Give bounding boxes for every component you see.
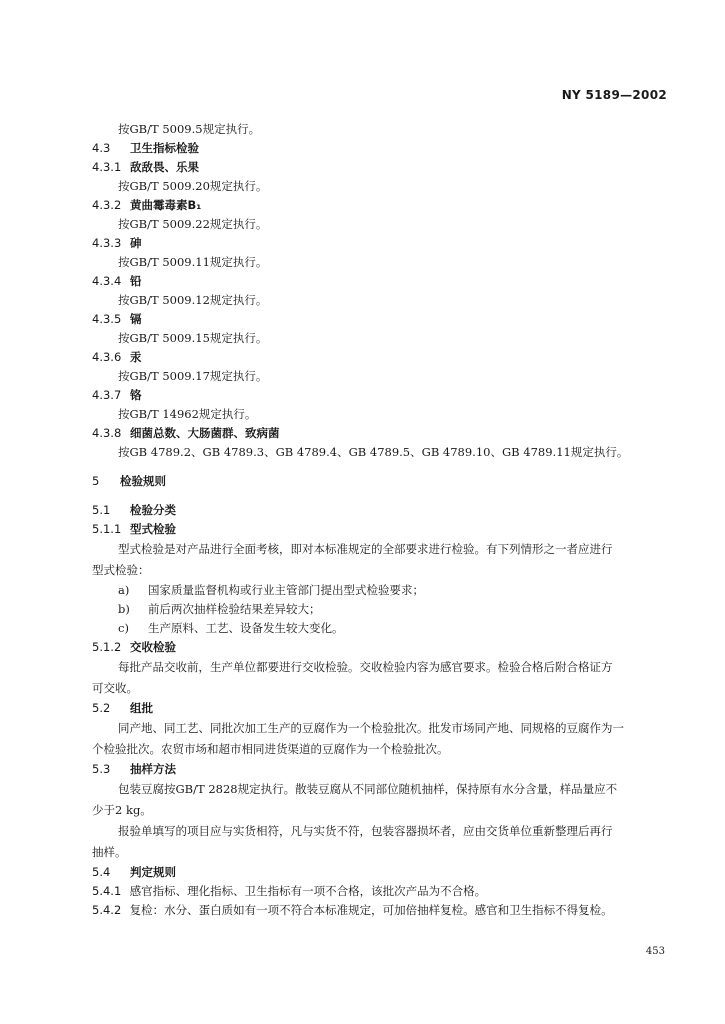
heading-4-3-4 xyxy=(0,272,725,291)
heading-number: 4.3 xyxy=(92,141,111,155)
text-line: 按GB/T 5009.20规定执行。 xyxy=(118,179,268,193)
list-item xyxy=(0,619,725,638)
heading-number: 4.3.5 xyxy=(92,312,122,326)
paragraph: 报验单填写的项目应与实货相符，凡与实货不符，包装容器损坏者，应由交货单位重新整理后再行 xyxy=(118,824,613,838)
heading-5-4 xyxy=(0,863,725,882)
text-line: 按GB/T 5009.12规定执行。 xyxy=(118,293,268,307)
list-marker: a) xyxy=(118,583,130,597)
heading-number: 4.3.3 xyxy=(92,236,122,250)
text-line: 按GB/T 5009.11规定执行。 xyxy=(118,255,268,269)
heading-number: 4.3.4 xyxy=(92,274,122,288)
heading-number: 5.4 xyxy=(92,865,111,879)
text-line: 按GB/T 5009.17规定执行。 xyxy=(118,369,268,383)
heading-number: 4.3.2 xyxy=(92,198,122,212)
heading-4-3-2 xyxy=(0,196,725,215)
paragraph-continuation: 个检验批次。农贸市场和超市相同进货渠道的豆腐作为一个检验批次。 xyxy=(92,742,449,756)
paragraph-continuation: 可交收。 xyxy=(92,681,138,695)
heading-title: 铬 xyxy=(130,388,142,402)
heading-title: 镉 xyxy=(130,312,142,326)
heading-title: 黄曲霉毒素B₁ xyxy=(130,198,202,212)
paragraph: 每批产品交收前，生产单位都要进行交收检验。交收检验内容为感官要求。检验合格后附合格证方 xyxy=(118,660,613,674)
paragraph: 同产地、同工艺、同批次加工生产的豆腐作为一个检验批次。批发市场同产地、同规格的豆腐作为一 xyxy=(118,721,624,735)
text-line: 按GB 4789.2、GB 4789.3、GB 4789.4、GB 4789.5、GB 4789.10、GB 4789.11规定执行。 xyxy=(118,445,629,459)
paragraph: 型式检验是对产品进行全面考核，即对本标准规定的全部要求进行检验。有下列情形之一者应进行 xyxy=(118,542,613,556)
heading-5-2 xyxy=(0,699,725,718)
rule-number: 5.4.2 xyxy=(92,903,122,917)
heading-title: 抽样方法 xyxy=(130,762,177,776)
heading-title: 卫生指标检验 xyxy=(130,141,200,155)
heading-number: 4.3.8 xyxy=(92,426,122,440)
rule-text: 复检：水分、蛋白质如有一项不符合本标准规定，可加倍抽样复检。感官和卫生指标不得复检。 xyxy=(129,903,613,917)
heading-4-3-5 xyxy=(0,310,725,329)
heading-number: 4.3.7 xyxy=(92,388,122,402)
paragraph-continuation: 抽样。 xyxy=(92,845,127,859)
rule-number: 5.4.1 xyxy=(92,884,122,898)
heading-number: 4.3.1 xyxy=(92,160,122,174)
heading-4-3-6 xyxy=(0,348,725,367)
heading-4-3-8 xyxy=(0,424,725,443)
heading-title: 砷 xyxy=(130,236,142,250)
heading-4-3-1 xyxy=(0,158,725,177)
list-text: 国家质量监督机构或行业主管部门提出型式检验要求； xyxy=(148,583,424,597)
section-gap xyxy=(0,462,725,472)
heading-title: 型式检验 xyxy=(130,522,177,536)
heading-number: 5.1.1 xyxy=(92,522,122,536)
text-line: 按GB/T 5009.15规定执行。 xyxy=(118,331,268,345)
rule-text: 感官指标、理化指标、卫生指标有一项不合格，该批次产品为不合格。 xyxy=(129,884,487,898)
document-body xyxy=(0,120,725,920)
paragraph-continuation: 型式检验： xyxy=(92,563,150,577)
list-item xyxy=(0,581,725,600)
heading-5-1-1 xyxy=(0,520,725,539)
list-text: 生产原料、工艺、设备发生较大变化。 xyxy=(148,621,344,635)
text-line: 按GB/T 5009.22规定执行。 xyxy=(118,217,268,231)
heading-4-3-3 xyxy=(0,234,725,253)
heading-title: 判定规则 xyxy=(130,865,177,879)
paragraph-continuation: 少于2 kg。 xyxy=(92,803,152,817)
section-gap xyxy=(0,491,725,501)
heading-title: 组批 xyxy=(130,701,154,715)
heading-5 xyxy=(0,472,725,491)
standard-code: NY 5189—2002 xyxy=(561,88,667,102)
heading-5-1 xyxy=(0,501,725,520)
heading-5-1-2 xyxy=(0,638,725,657)
heading-title: 检验规则 xyxy=(120,474,167,488)
heading-title: 检验分类 xyxy=(130,503,177,517)
paragraph: 包装豆腐按GB/T 2828规定执行。散装豆腐从不同部位随机抽样，保持原有水分含量，样品量应不 xyxy=(118,782,618,796)
heading-title: 汞 xyxy=(130,350,142,364)
text-line: 按GB/T 14962规定执行。 xyxy=(118,407,257,421)
heading-number: 5.2 xyxy=(92,701,111,715)
heading-number: 5 xyxy=(92,474,100,488)
rule-5-4-2 xyxy=(0,901,725,920)
heading-4-3-7 xyxy=(0,386,725,405)
list-item xyxy=(0,600,725,619)
heading-5-3 xyxy=(0,760,725,779)
heading-title: 细菌总数、大肠菌群、致病菌 xyxy=(130,426,280,440)
heading-title: 铅 xyxy=(130,274,142,288)
list-marker: c) xyxy=(118,621,129,635)
heading-number: 5.1.2 xyxy=(92,640,122,654)
heading-4-3 xyxy=(0,139,725,158)
heading-title: 敌敌畏、乐果 xyxy=(130,160,200,174)
list-marker: b) xyxy=(118,602,130,616)
heading-number: 4.3.6 xyxy=(92,350,122,364)
page-number: 453 xyxy=(645,946,665,957)
heading-title: 交收检验 xyxy=(130,640,177,654)
list-text: 前后两次抽样检验结果差异较大； xyxy=(148,602,321,616)
text-line: 按GB/T 5009.5规定执行。 xyxy=(118,122,261,136)
rule-5-4-1 xyxy=(0,882,725,901)
heading-number: 5.1 xyxy=(92,503,111,517)
heading-number: 5.3 xyxy=(92,762,111,776)
